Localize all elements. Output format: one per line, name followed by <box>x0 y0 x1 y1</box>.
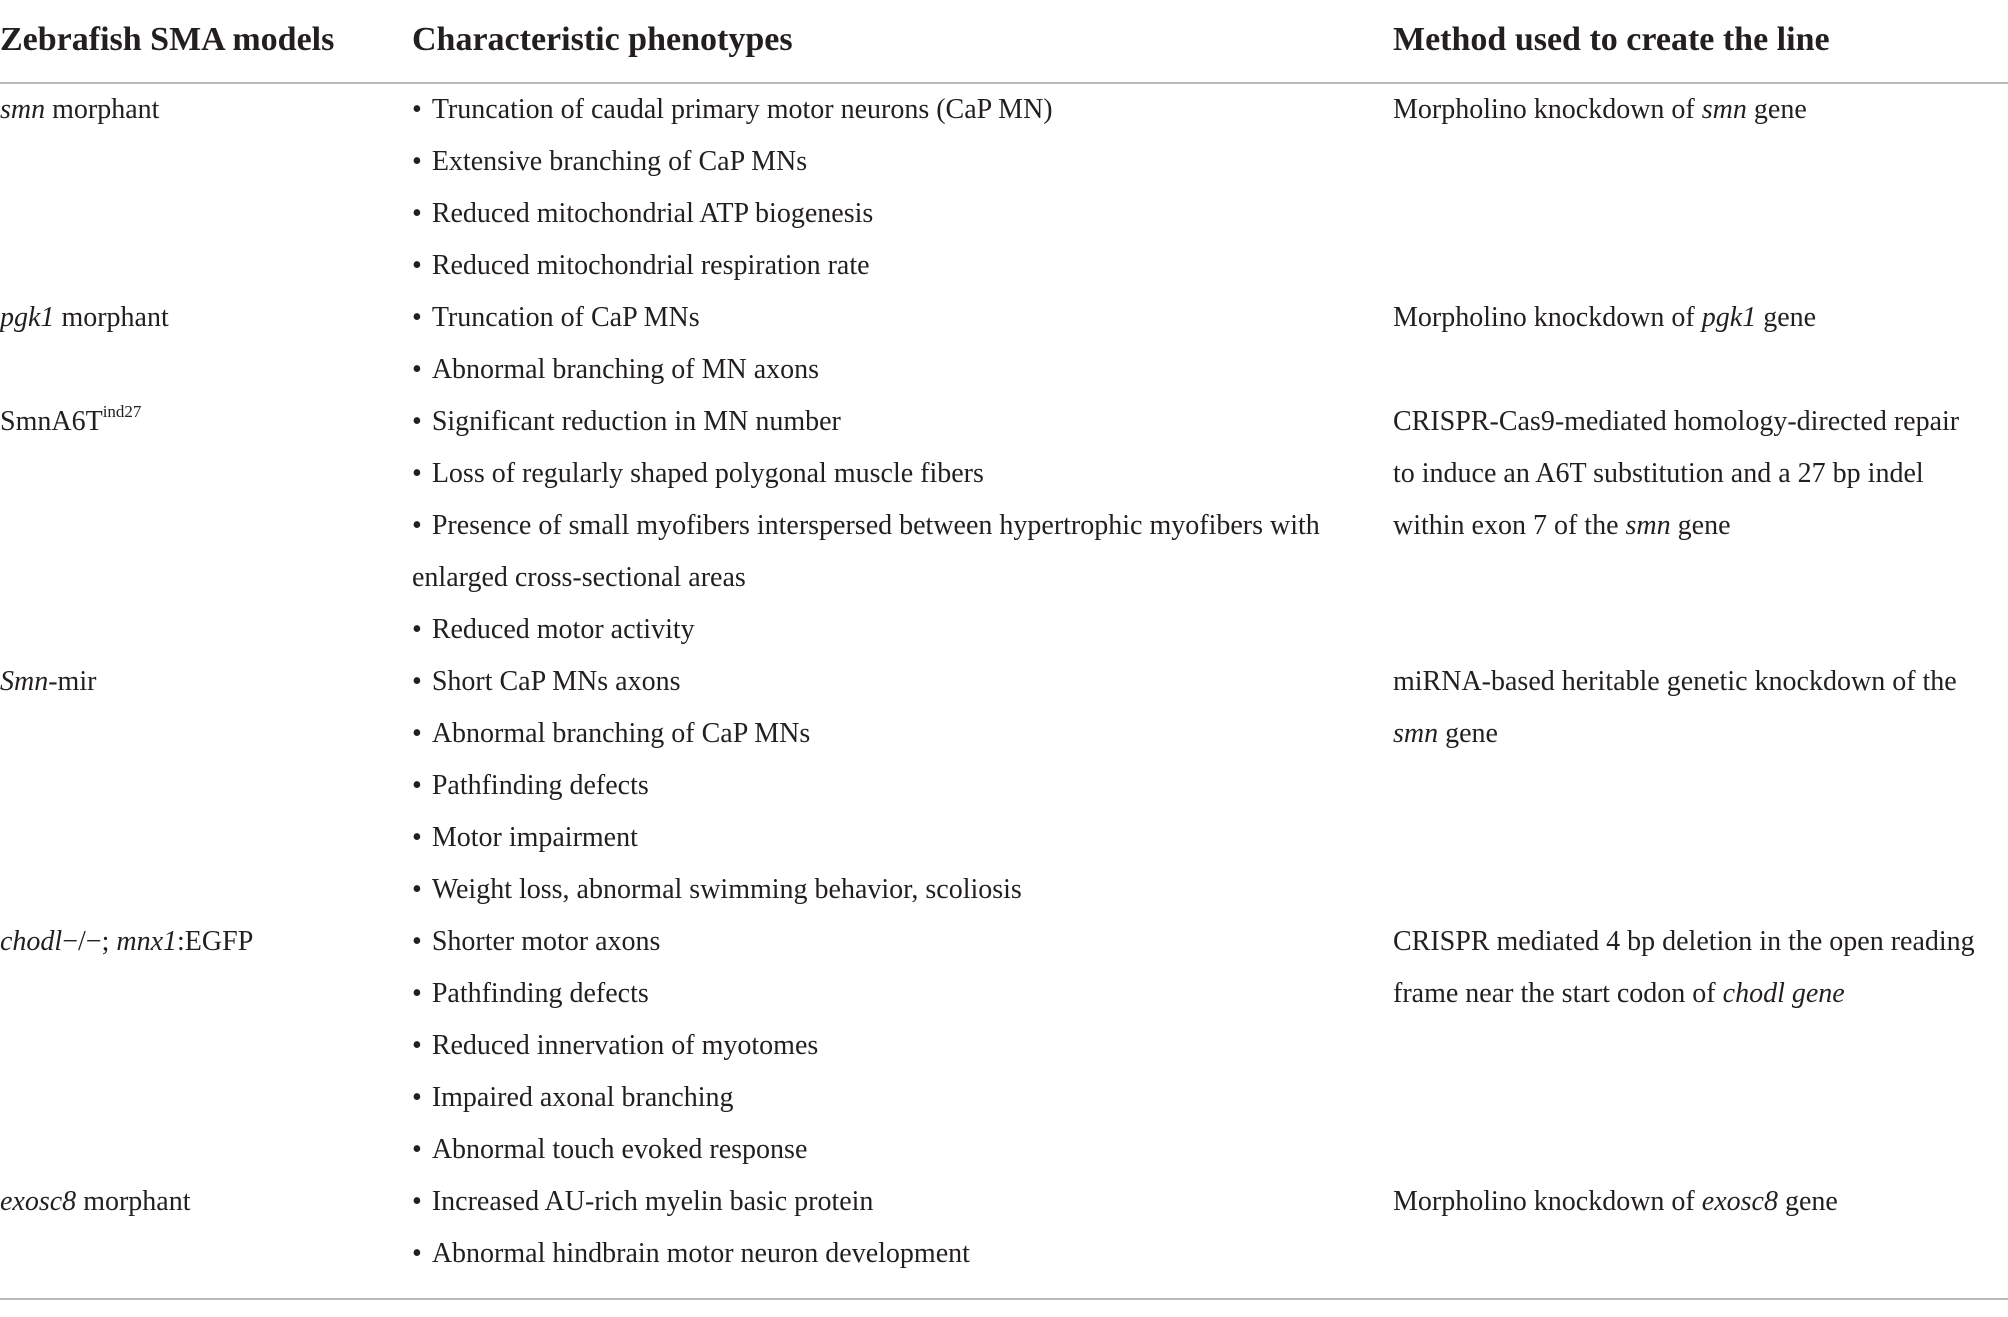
bullet-icon: • <box>412 1134 422 1165</box>
model-cell: chodl−/−; mnx1:EGFP <box>0 926 254 957</box>
model-suffix: morphant <box>54 302 169 333</box>
phenotypes-cell <box>412 656 1372 916</box>
header-method: Method used to create the line <box>1393 21 1830 58</box>
phenotype-item: • Short CaP MNs axons <box>412 666 681 697</box>
phenotype-item: • Reduced mitochondrial ATP biogenesis <box>412 198 874 229</box>
model-cell <box>0 84 400 136</box>
table-body <box>0 84 2008 1280</box>
phenotype-item: • Reduced innervation of myotomes <box>412 1030 819 1061</box>
phenotype-item: • Pathfinding defects <box>412 770 649 801</box>
method-cell: Morpholino knockdown of exosc8 gene <box>1393 1186 1838 1217</box>
method-cell: CRISPR-Cas9-mediated homology-directed repair to induce an A6T substitution and a 27 bp indel within exon 7 of the smn gene <box>1393 406 1960 541</box>
model-cell <box>0 292 400 344</box>
model-gene: chodl <box>0 926 63 957</box>
bullet-icon: • <box>412 94 422 125</box>
method-cell: miRNA-based heritable genetic knockdown of the smn gene <box>1393 666 1957 749</box>
phenotypes-cell <box>412 396 1372 656</box>
bullet-icon: • <box>412 510 422 541</box>
table-row <box>0 916 2008 1176</box>
table-bottom-rule <box>0 1298 2008 1300</box>
phenotype-item: • Extensive branching of CaP MNs <box>412 146 808 177</box>
bullet-icon: • <box>412 250 422 281</box>
model-name: SmnA6T <box>0 406 103 437</box>
bullet-icon: • <box>412 1238 422 1269</box>
phenotype-item: • Loss of regularly shaped polygonal muscle fibers <box>412 458 984 489</box>
phenotype-item: • Truncation of caudal primary motor neurons (CaP MN) <box>412 94 1053 125</box>
model-cell <box>0 1176 400 1228</box>
phenotype-item: • Abnormal branching of MN axons <box>412 354 820 385</box>
table-row <box>0 396 2008 656</box>
model-suffix: -mir <box>48 666 97 697</box>
table-row <box>0 84 2008 292</box>
bullet-icon: • <box>412 354 422 385</box>
bullet-icon: • <box>412 874 422 905</box>
phenotype-item: • Abnormal hindbrain motor neuron development <box>412 1238 970 1269</box>
phenotype-item: • Pathfinding defects <box>412 978 649 1009</box>
phenotype-item: • Significant reduction in MN number <box>412 406 841 437</box>
bullet-icon: • <box>412 978 422 1009</box>
phenotypes-cell <box>412 916 1372 1176</box>
phenotype-item: • Truncation of CaP MNs <box>412 302 700 333</box>
method-cell: CRISPR mediated 4 bp deletion in the open reading frame near the start codon of chodl gene <box>1393 926 1975 1009</box>
model-suffix: morphant <box>45 94 160 125</box>
phenotypes-cell <box>412 1176 1372 1280</box>
bullet-icon: • <box>412 198 422 229</box>
phenotype-item: • Reduced motor activity <box>412 614 695 645</box>
phenotype-item-continuation: enlarged cross-sectional areas <box>412 562 746 593</box>
phenotypes-cell <box>412 292 1372 396</box>
model-gene: exosc8 <box>0 1186 77 1217</box>
bullet-icon: • <box>412 1186 422 1217</box>
bullet-icon: • <box>412 822 422 853</box>
model-cell <box>0 396 400 448</box>
bullet-icon: • <box>412 926 422 957</box>
phenotype-item: • Reduced mitochondrial respiration rate <box>412 250 870 281</box>
method-cell: Morpholino knockdown of pgk1 gene <box>1393 302 1817 333</box>
model-gene: smn <box>0 94 46 125</box>
bullet-icon: • <box>412 406 422 437</box>
phenotypes-cell <box>412 84 1372 292</box>
model-gene: Smn <box>0 666 49 697</box>
bullet-icon: • <box>412 666 422 697</box>
table-row <box>0 292 2008 396</box>
model-superscript: ind27 <box>102 402 142 421</box>
bullet-icon: • <box>412 458 422 489</box>
phenotype-item: • Abnormal branching of CaP MNs <box>412 718 811 749</box>
bullet-icon: • <box>412 614 422 645</box>
bullet-icon: • <box>412 1030 422 1061</box>
bullet-icon: • <box>412 146 422 177</box>
bullet-icon: • <box>412 1082 422 1113</box>
model-cell <box>0 656 400 708</box>
phenotype-item: • Motor impairment <box>412 822 638 853</box>
bullet-icon: • <box>412 770 422 801</box>
phenotype-item: • Abnormal touch evoked response <box>412 1134 808 1165</box>
bullet-icon: • <box>412 302 422 333</box>
phenotype-item: • Shorter motor axons <box>412 926 661 957</box>
method-cell: Morpholino knockdown of smn gene <box>1393 94 1807 125</box>
phenotype-item: • Increased AU-rich myelin basic protein <box>412 1186 874 1217</box>
header-models: Zebrafish SMA models <box>0 21 335 58</box>
model-gene: mnx1 <box>116 926 178 957</box>
bullet-icon: • <box>412 718 422 749</box>
table-row <box>0 656 2008 916</box>
model-suffix: morphant <box>76 1186 191 1217</box>
model-gene: pgk1 <box>0 302 55 333</box>
phenotype-item: • Impaired axonal branching <box>412 1082 734 1113</box>
phenotype-item: • Presence of small myofibers interspersed between hypertrophic myofibers with <box>412 510 1320 541</box>
table-row <box>0 1176 2008 1280</box>
header-phenotypes: Characteristic phenotypes <box>412 21 793 58</box>
phenotype-item: • Weight loss, abnormal swimming behavior, scoliosis <box>412 874 1022 905</box>
table-header <box>0 0 2008 84</box>
